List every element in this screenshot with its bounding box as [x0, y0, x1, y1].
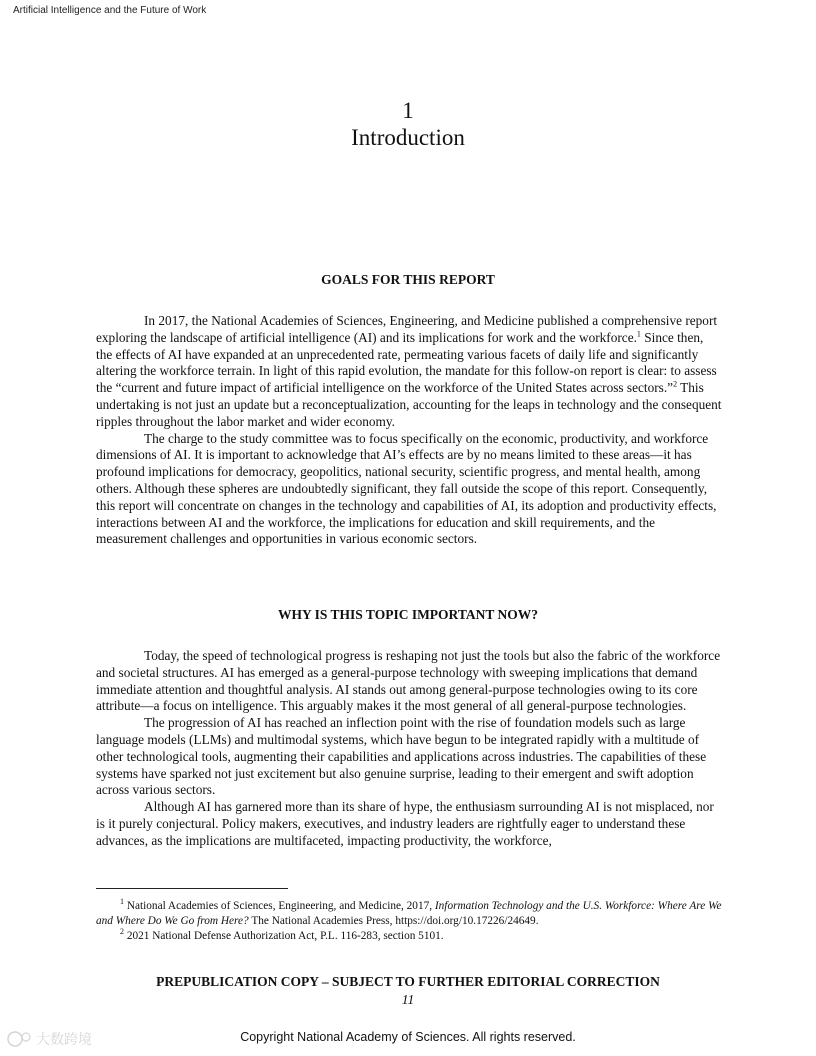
text-run: Today, the speed of technological progress is reshaping not just the tools but also the fabric of the workforce and societal structures. AI has emerged as a general-purpose technology with sweeping implications that demand immediate attention and thoughtful analysis. AI stands out among general-purpose technologies owing to its core attribute—a focus on intelligence. This arguably makes it the most general of all general-purpose technologies. [96, 648, 721, 714]
footnote-ref: 1 [636, 329, 641, 339]
text-run: In 2017, the National Academies of Sciences, Engineering, and Medicine published a comprehensive report exploring the landscape of artificial intelligence (AI) and its implications for work and the workforce. [96, 313, 718, 345]
section-body-goals [96, 313, 722, 548]
paragraph [96, 799, 722, 849]
paragraph [96, 313, 722, 431]
section-heading-goals: GOALS FOR THIS REPORT [321, 272, 495, 287]
paragraph [96, 715, 722, 799]
text-run: The progression of AI has reached an inflection point with the rise of foundation models such as large language models (LLMs) and multimodal systems, which have begun to be integrated rapidly with a multitude of other technological tools, augmenting their capabilities and applications across industries. The capabilities of these systems have sparked not just excitement but also genuine surprise, leading to their emergent and swift adoption across various sectors. [96, 715, 707, 798]
paragraph [96, 431, 722, 549]
page-number: 11 [401, 992, 415, 1007]
text-run: Since then, the effects of AI have expanded at an unprecedented rate, permeating various facets of daily life and significantly altering the workforce terrain. In light of this rapid evolution, the mandate for this follow-on report is clear: to assess the “current and future impact of artificial intelligence on the workforce of the United States across sectors.” [96, 329, 717, 396]
copyright-notice: Copyright National Academy of Sciences. All rights reserved. [240, 1030, 576, 1044]
watermark-text: 大数跨境 [36, 1032, 92, 1048]
text-run: Information Technology and the U.S. Workforce: Where Are We and Where Do We Go from Here? [96, 900, 722, 927]
footnote-ref: 1 [120, 897, 124, 907]
footnote-ref: 2 [120, 927, 124, 937]
section-body-why-now [96, 648, 722, 850]
footnote-rule [96, 888, 288, 889]
text-run: 2021 National Defense Authorization Act, P.L. 116-283, section 5101. [124, 930, 444, 942]
chapter-title: Introduction [351, 125, 465, 150]
prepublication-notice: PREPUBLICATION COPY – SUBJECT TO FURTHER EDITORIAL CORRECTION [156, 974, 660, 989]
watermark-logo-icon [6, 1028, 110, 1050]
text-run: National Academies of Sciences, Engineering, and Medicine, 2017, [124, 900, 435, 912]
text-run: The National Academies Press, https://doi.org/10.17226/24649. [248, 915, 539, 927]
running-header: Artificial Intelligence and the Future of Work [13, 5, 207, 16]
footnotes [96, 899, 722, 944]
footnote [96, 899, 722, 929]
section-heading-why-now: WHY IS THIS TOPIC IMPORTANT NOW? [278, 607, 538, 622]
text-run: The charge to the study committee was to focus specifically on the economic, productivity, and workforce dimensions of AI. It is important to acknowledge that AI’s effects are by no means limited to these areas—it has profound implications for democracy, geopolitics, national security, scientific progress, and mental health, among others. Although these spheres are undoubtedly significant, they fall outside the scope of this report. Consequently, this report will concentrate on changes in the technology and capabilities of AI, its adoption and productivity effects, interactions between AI and the workforce, the implications for education and skill requirements, and the measurement challenges and opportunities in various economic sectors. [96, 430, 717, 547]
footnote-ref: 2 [673, 379, 678, 389]
text-run: This undertaking is not just an update but a reconceptualization, accounting for the leaps in technology and the consequent ripples throughout the labor market and wider economy. [96, 380, 722, 429]
footnote [96, 929, 722, 944]
paragraph [96, 648, 722, 715]
text-run: Although AI has garnered more than its share of hype, the enthusiasm surrounding AI is not misplaced, nor is it purely conjectural. Policy makers, executives, and industry leaders are rightfully eager to understand these advances, as the implications are multifaceted, impacting productivity, the workforce, [96, 799, 714, 848]
chapter-number: 1 [402, 98, 414, 123]
